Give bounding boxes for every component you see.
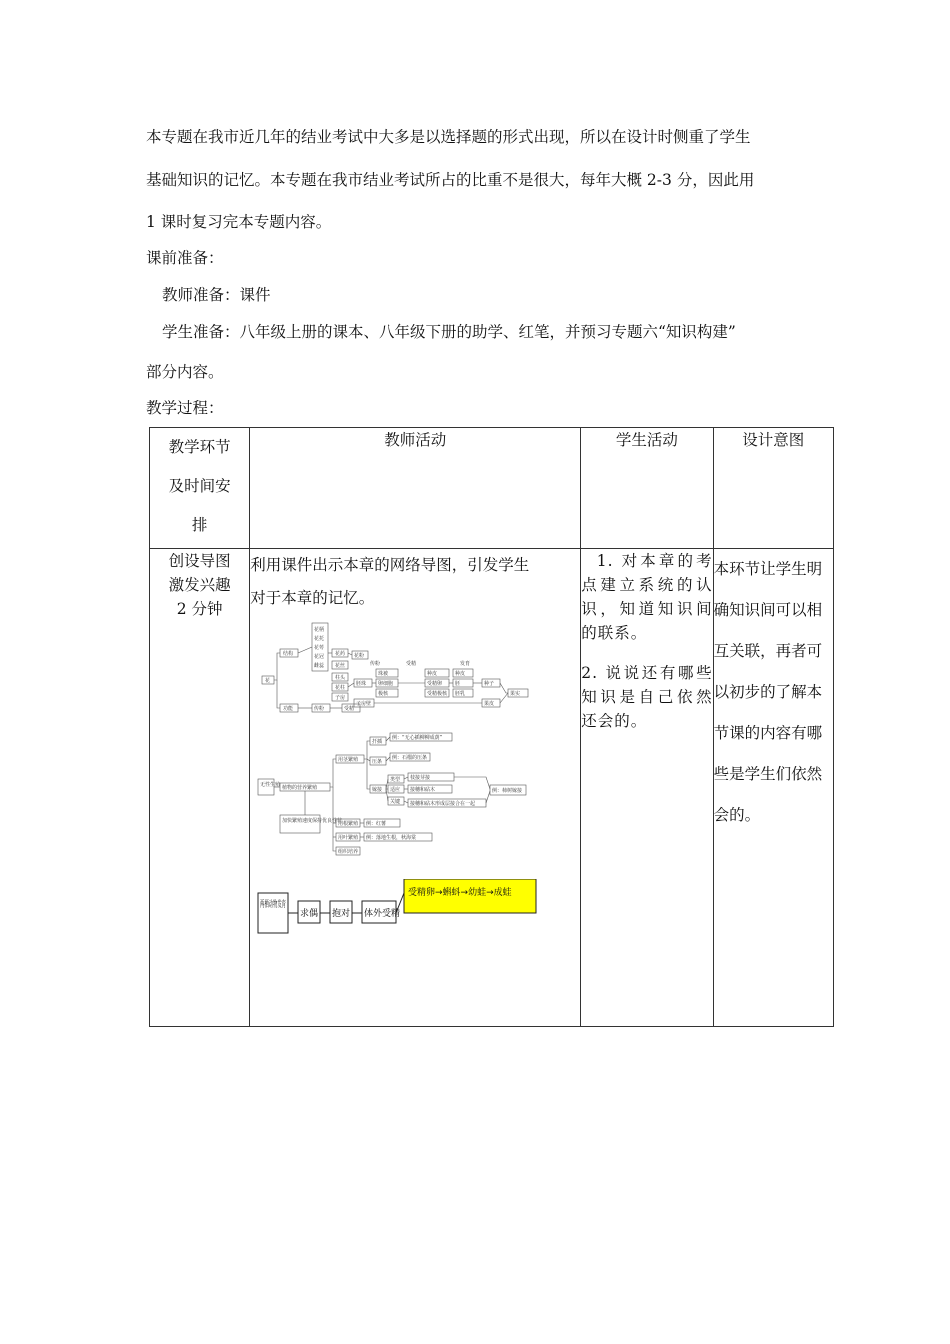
d2-ex2: 例：石榴的压条 xyxy=(392,755,428,761)
d1-integument: 珠被 xyxy=(378,671,389,677)
student-activity-2: 2. 说说还有哪些知识是自己依然还会的。 xyxy=(581,664,713,730)
d3-d: 体外受精 xyxy=(364,909,401,919)
d1-part-3: 花萼 xyxy=(314,645,325,651)
d3-c: 抱对 xyxy=(332,909,351,919)
d1-fert-egg: 受精卵 xyxy=(427,681,443,687)
teacher-prep: 教师准备：课件 xyxy=(162,286,271,304)
d2-k: 关键 xyxy=(390,799,401,805)
d2-g: 嫁接 xyxy=(372,787,383,793)
header-stage xyxy=(150,428,250,549)
d2-ex3: 例：柿树嫁接 xyxy=(492,788,523,794)
asexual-reproduction-map xyxy=(250,727,540,859)
d1-part-1: 花柄 xyxy=(314,627,325,633)
d1-ovary-wall: 子房壁 xyxy=(356,701,372,707)
header-stage-line-1: 教学环节 xyxy=(168,438,231,456)
header-teacher: 教师活动 xyxy=(250,428,581,549)
table-row xyxy=(150,549,834,1027)
d1-style: 花柱 xyxy=(335,685,346,691)
header-stage-line-3: 排 xyxy=(191,516,208,534)
d1-root: 花 xyxy=(265,678,271,684)
d1-fruit: 果实 xyxy=(510,691,521,697)
d1-embryo: 胚 xyxy=(455,681,461,687)
d2-o: 组织培养 xyxy=(338,849,359,855)
lesson-plan-table xyxy=(149,427,834,1027)
d1-ovary: 子房 xyxy=(335,695,346,701)
d2-n: 用叶繁殖 xyxy=(338,835,359,841)
d3-b: 求偶 xyxy=(300,909,319,919)
d1-endo: 胚乳 xyxy=(455,691,466,697)
prep-heading: 课前准备： xyxy=(146,249,224,267)
d2-j: 接穗和砧木 xyxy=(410,787,436,793)
student-prep-line-2: 部分内容。 xyxy=(146,363,224,381)
table-header-row xyxy=(150,428,834,549)
d1-peel: 果皮 xyxy=(484,701,495,707)
d1-fert-2: 受精 xyxy=(344,706,355,712)
d1-ovule: 胚珠 xyxy=(356,681,367,687)
d2-l: 接穗和砧木形成层接合在一起 xyxy=(410,801,476,807)
d2-ex1: 例：“无心插柳柳成荫” xyxy=(392,735,443,741)
d1-part-2: 花托 xyxy=(314,636,325,642)
d2-ex5: 例：落地生根，秋海棠 xyxy=(366,835,417,841)
d3-e: 受精卵→蝌蚪→幼蛙→成蛙 xyxy=(408,888,512,898)
d1-stigma: 柱头 xyxy=(335,675,346,681)
d1-pollination: 传粉 xyxy=(370,661,381,667)
header-stage-line-2: 及时间安 xyxy=(168,477,231,495)
d1-seed: 种子 xyxy=(484,681,495,687)
d1-develop: 发育 xyxy=(460,661,471,667)
d1-filament: 花丝 xyxy=(335,663,346,669)
intro-line-2: 基础知识的记忆。本专题在我市结业考试所占的比重不是很大，每年大概 2-3 分，因此用 xyxy=(146,171,755,189)
student-prep-line-1: 学生准备：八年级上册的课本、八年级下册的助学、红笔，并预习专题六“知识构建” xyxy=(162,323,736,341)
d1-seedcoat-2: 种皮 xyxy=(455,671,466,677)
d2-ex4: 例：红薯 xyxy=(366,821,387,827)
d1-func: 功能 xyxy=(283,706,294,712)
d2-h: 类型 xyxy=(390,777,401,783)
d2-e: 扦插 xyxy=(372,739,383,745)
teacher-activity-cell xyxy=(250,549,581,1027)
d2-ex6: 适应 xyxy=(390,787,401,793)
d2-a: 无性生殖 xyxy=(260,782,281,788)
stage-line-2: 激发兴趣 xyxy=(168,576,231,594)
teacher-activity-line-2: 对于本章的记忆。 xyxy=(250,589,375,607)
process-heading: 教学过程： xyxy=(146,399,224,417)
student-activity-1: 1. 对本章的考点建立系统的认识，知道知识间的联系。 xyxy=(581,552,713,642)
intro-line-1: 本专题在我市近几年的结业考试中大多是以选择题的形式出现，所以在设计时侧重了学生 xyxy=(146,128,751,146)
d1-pollen: 花粉 xyxy=(354,653,365,659)
d1-fert: 受精 xyxy=(406,661,417,667)
stage-cell xyxy=(150,549,250,1027)
amphibian-development-flow xyxy=(250,879,550,939)
d2-i: 枝接芽接 xyxy=(410,775,431,781)
design-intent-cell: 本环节让学生明确知识间可以相互关联，再者可以初步的了解本节课的内容有哪些是学生们依然会的。 xyxy=(713,549,833,1027)
flower-concept-map xyxy=(250,621,540,721)
stage-line-1: 创设导图 xyxy=(168,552,231,570)
d3-a: 两栖动物发育 xyxy=(260,900,315,910)
d2-d: 用茎繁殖 xyxy=(338,757,359,763)
d1-seedcoat: 种皮 xyxy=(427,671,438,677)
d1-polar: 极核 xyxy=(378,691,389,697)
header-student: 学生活动 xyxy=(581,428,713,549)
stage-line-3: 2 分钟 xyxy=(176,600,223,618)
header-intent: 设计意图 xyxy=(713,428,833,549)
d1-egg: 卵细胞 xyxy=(378,681,394,687)
d1-fert-polar: 受精极核 xyxy=(427,691,448,697)
d1-pollination-2: 传粉 xyxy=(314,706,325,712)
student-activity-cell xyxy=(581,549,713,1027)
d2-m: 用根繁殖 xyxy=(338,821,359,827)
d2-b: 植物的营养繁殖 xyxy=(282,785,318,791)
d2-c: 加快繁殖速度保持优良性状 xyxy=(282,818,343,824)
d1-struct: 结构 xyxy=(283,651,294,657)
d1-part-5: 雌蕊 xyxy=(314,663,325,669)
d2-f: 压条 xyxy=(372,759,383,765)
intro-line-3: 1 课时复习完本专题内容。 xyxy=(146,213,332,231)
teacher-activity-line-1: 利用课件出示本章的网络导图，引发学生 xyxy=(250,556,530,574)
d1-part-4: 花冠 xyxy=(314,654,325,660)
d1-anther: 花药 xyxy=(335,651,346,657)
